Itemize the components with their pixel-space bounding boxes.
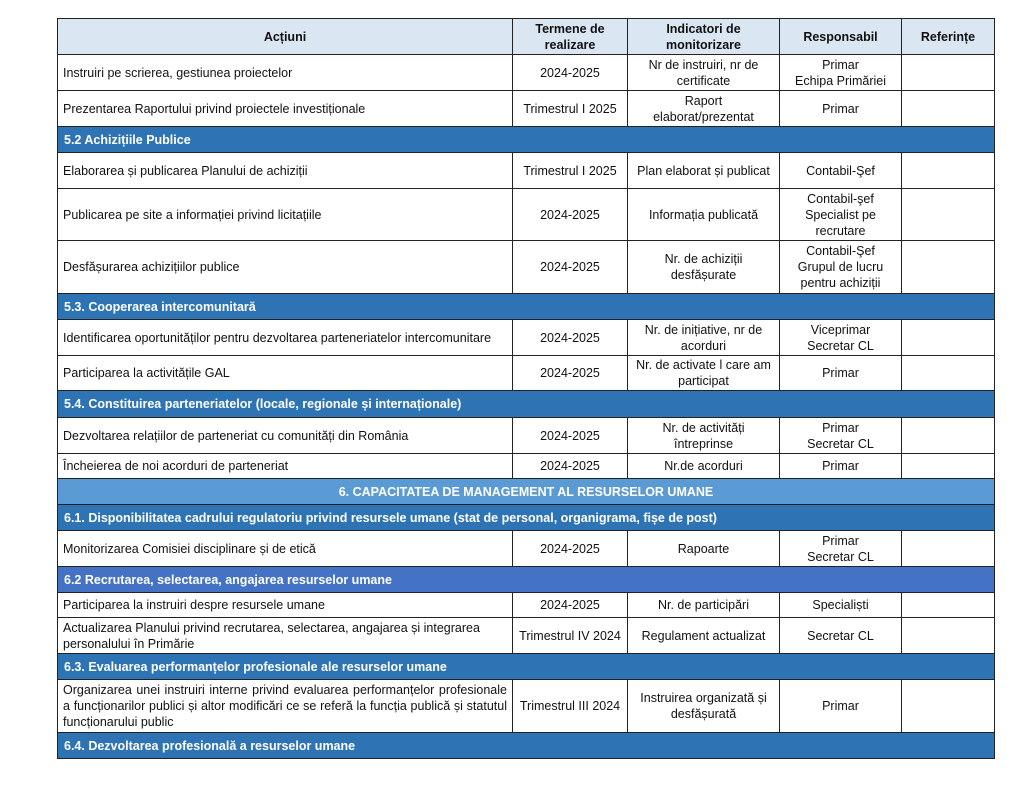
deadline-cell: 2024-2025: [513, 356, 628, 391]
deadline-cell: Trimestrul I 2025: [513, 153, 628, 189]
table-header-row: [58, 19, 995, 55]
header-termene: Termene de realizare: [513, 19, 628, 55]
references-cell: [902, 618, 995, 654]
indicator-cell: Plan elaborat și publicat: [628, 153, 780, 189]
indicator-cell: Nr. de participări: [628, 593, 780, 618]
action-cell: Instruiri pe scrierea, gestiunea proiectelor: [58, 55, 513, 91]
action-cell: Elaborarea și publicarea Planului de achiziții: [58, 153, 513, 189]
action-cell: Publicarea pe site a informației privind licitațiile: [58, 189, 513, 241]
action-cell: Încheierea de noi acorduri de parteneriat: [58, 454, 513, 479]
indicator-cell: Regulament actualizat: [628, 618, 780, 654]
section-title: 6.1. Disponibilitatea cadrului regulatoriu privind resursele umane (stat de personal, organigrama, fișe de post): [58, 505, 995, 531]
references-cell: [902, 55, 995, 91]
references-cell: [902, 91, 995, 127]
action-cell: Identificarea oportunităților pentru dezvoltarea parteneriatelor intercomunitare: [58, 320, 513, 356]
action-cell: Organizarea unei instruiri interne privind evaluarea performanțelor profesionale a funcționarilor publici și altor modificări ce se referă la funcția publică și statutul funcționarului public: [58, 680, 513, 733]
section-title: 5.2 Achizițiile Publice: [58, 127, 995, 153]
responsible-cell: Contabil-Şef Grupul de lucru pentru achiziții: [780, 241, 902, 294]
references-cell: [902, 356, 995, 391]
table-row: [58, 189, 995, 241]
indicator-cell: Nr. de inițiative, nr de acorduri: [628, 320, 780, 356]
references-cell: [902, 680, 995, 733]
chapter-heading-row: [58, 479, 995, 505]
section-heading-row: [58, 391, 995, 418]
indicator-cell: Nr. de activate l care am participat: [628, 356, 780, 391]
table-row: [58, 618, 995, 654]
deadline-cell: Trimestrul III 2024: [513, 680, 628, 733]
section-heading-row: [58, 127, 995, 153]
table-body: [58, 55, 995, 759]
responsible-cell: Primar: [780, 356, 902, 391]
header-indicatori: Indicatori de monitorizare: [628, 19, 780, 55]
section-heading-row: [58, 294, 995, 320]
chapter-title: 6. CAPACITATEA DE MANAGEMENT AL RESURSELOR UMANE: [58, 479, 995, 505]
indicator-cell: Informația publicată: [628, 189, 780, 241]
table-row: [58, 356, 995, 391]
section-title: 5.4. Constituirea parteneriatelor (locale, regionale și internaționale): [58, 391, 995, 418]
action-cell: Actualizarea Planului privind recrutarea, selectarea, angajarea și integrarea personalului în Primărie: [58, 618, 513, 654]
responsible-cell: Secretar CL: [780, 618, 902, 654]
references-cell: [902, 593, 995, 618]
references-cell: [902, 320, 995, 356]
deadline-cell: 2024-2025: [513, 418, 628, 454]
table-row: [58, 418, 995, 454]
deadline-cell: Trimestrul I 2025: [513, 91, 628, 127]
references-cell: [902, 241, 995, 294]
indicator-cell: Instruirea organizată și desfășurată: [628, 680, 780, 733]
section-heading-row: [58, 567, 995, 593]
responsible-cell: Specialiști: [780, 593, 902, 618]
references-cell: [902, 454, 995, 479]
header-actiuni: Acțiuni: [58, 19, 513, 55]
table-row: [58, 91, 995, 127]
deadline-cell: Trimestrul IV 2024: [513, 618, 628, 654]
header-referinte: Referințe: [902, 19, 995, 55]
references-cell: [902, 418, 995, 454]
references-cell: [902, 531, 995, 567]
table-row: [58, 531, 995, 567]
table-row: [58, 55, 995, 91]
action-cell: Prezentarea Raportului privind proiectele investiționale: [58, 91, 513, 127]
section-heading-row: [58, 733, 995, 759]
deadline-cell: 2024-2025: [513, 593, 628, 618]
responsible-cell: Primar: [780, 91, 902, 127]
section-title: 6.2 Recrutarea, selectarea, angajarea resurselor umane: [58, 567, 995, 593]
responsible-cell: Contabil-Şef: [780, 153, 902, 189]
responsible-cell: Primar Secretar CL: [780, 531, 902, 567]
section-title: 5.3. Cooperarea intercomunitară: [58, 294, 995, 320]
indicator-cell: Nr de instruiri, nr de certificate: [628, 55, 780, 91]
table-row: [58, 320, 995, 356]
section-heading-row: [58, 505, 995, 531]
references-cell: [902, 189, 995, 241]
responsible-cell: Primar: [780, 454, 902, 479]
responsible-cell: Primar Echipa Primăriei: [780, 55, 902, 91]
indicator-cell: Nr.de acorduri: [628, 454, 780, 479]
deadline-cell: 2024-2025: [513, 189, 628, 241]
indicator-cell: Nr. de achiziții desfășurate: [628, 241, 780, 294]
deadline-cell: 2024-2025: [513, 241, 628, 294]
responsible-cell: Viceprimar Secretar CL: [780, 320, 902, 356]
deadline-cell: 2024-2025: [513, 320, 628, 356]
indicator-cell: Raport elaborat/prezentat: [628, 91, 780, 127]
indicator-cell: Rapoarte: [628, 531, 780, 567]
indicator-cell: Nr. de activități întreprinse: [628, 418, 780, 454]
action-plan-table: [57, 18, 995, 759]
deadline-cell: 2024-2025: [513, 531, 628, 567]
action-cell: Monitorizarea Comisiei disciplinare și de etică: [58, 531, 513, 567]
section-heading-row: [58, 654, 995, 680]
table-row: [58, 593, 995, 618]
table-row: [58, 454, 995, 479]
responsible-cell: Primar: [780, 680, 902, 733]
action-cell: Participarea la instruiri despre resursele umane: [58, 593, 513, 618]
header-responsabil: Responsabil: [780, 19, 902, 55]
deadline-cell: 2024-2025: [513, 454, 628, 479]
action-cell: Participarea la activitățile GAL: [58, 356, 513, 391]
references-cell: [902, 153, 995, 189]
table-row: [58, 680, 995, 733]
responsible-cell: Contabil-şef Specialist pe recrutare: [780, 189, 902, 241]
responsible-cell: Primar Secretar CL: [780, 418, 902, 454]
action-cell: Dezvoltarea relațiilor de parteneriat cu comunități din România: [58, 418, 513, 454]
table-row: [58, 241, 995, 294]
table-row: [58, 153, 995, 189]
section-title: 6.4. Dezvoltarea profesională a resurselor umane: [58, 733, 995, 759]
deadline-cell: 2024-2025: [513, 55, 628, 91]
section-title: 6.3. Evaluarea performanțelor profesionale ale resurselor umane: [58, 654, 995, 680]
action-cell: Desfășurarea achizițiilor publice: [58, 241, 513, 294]
